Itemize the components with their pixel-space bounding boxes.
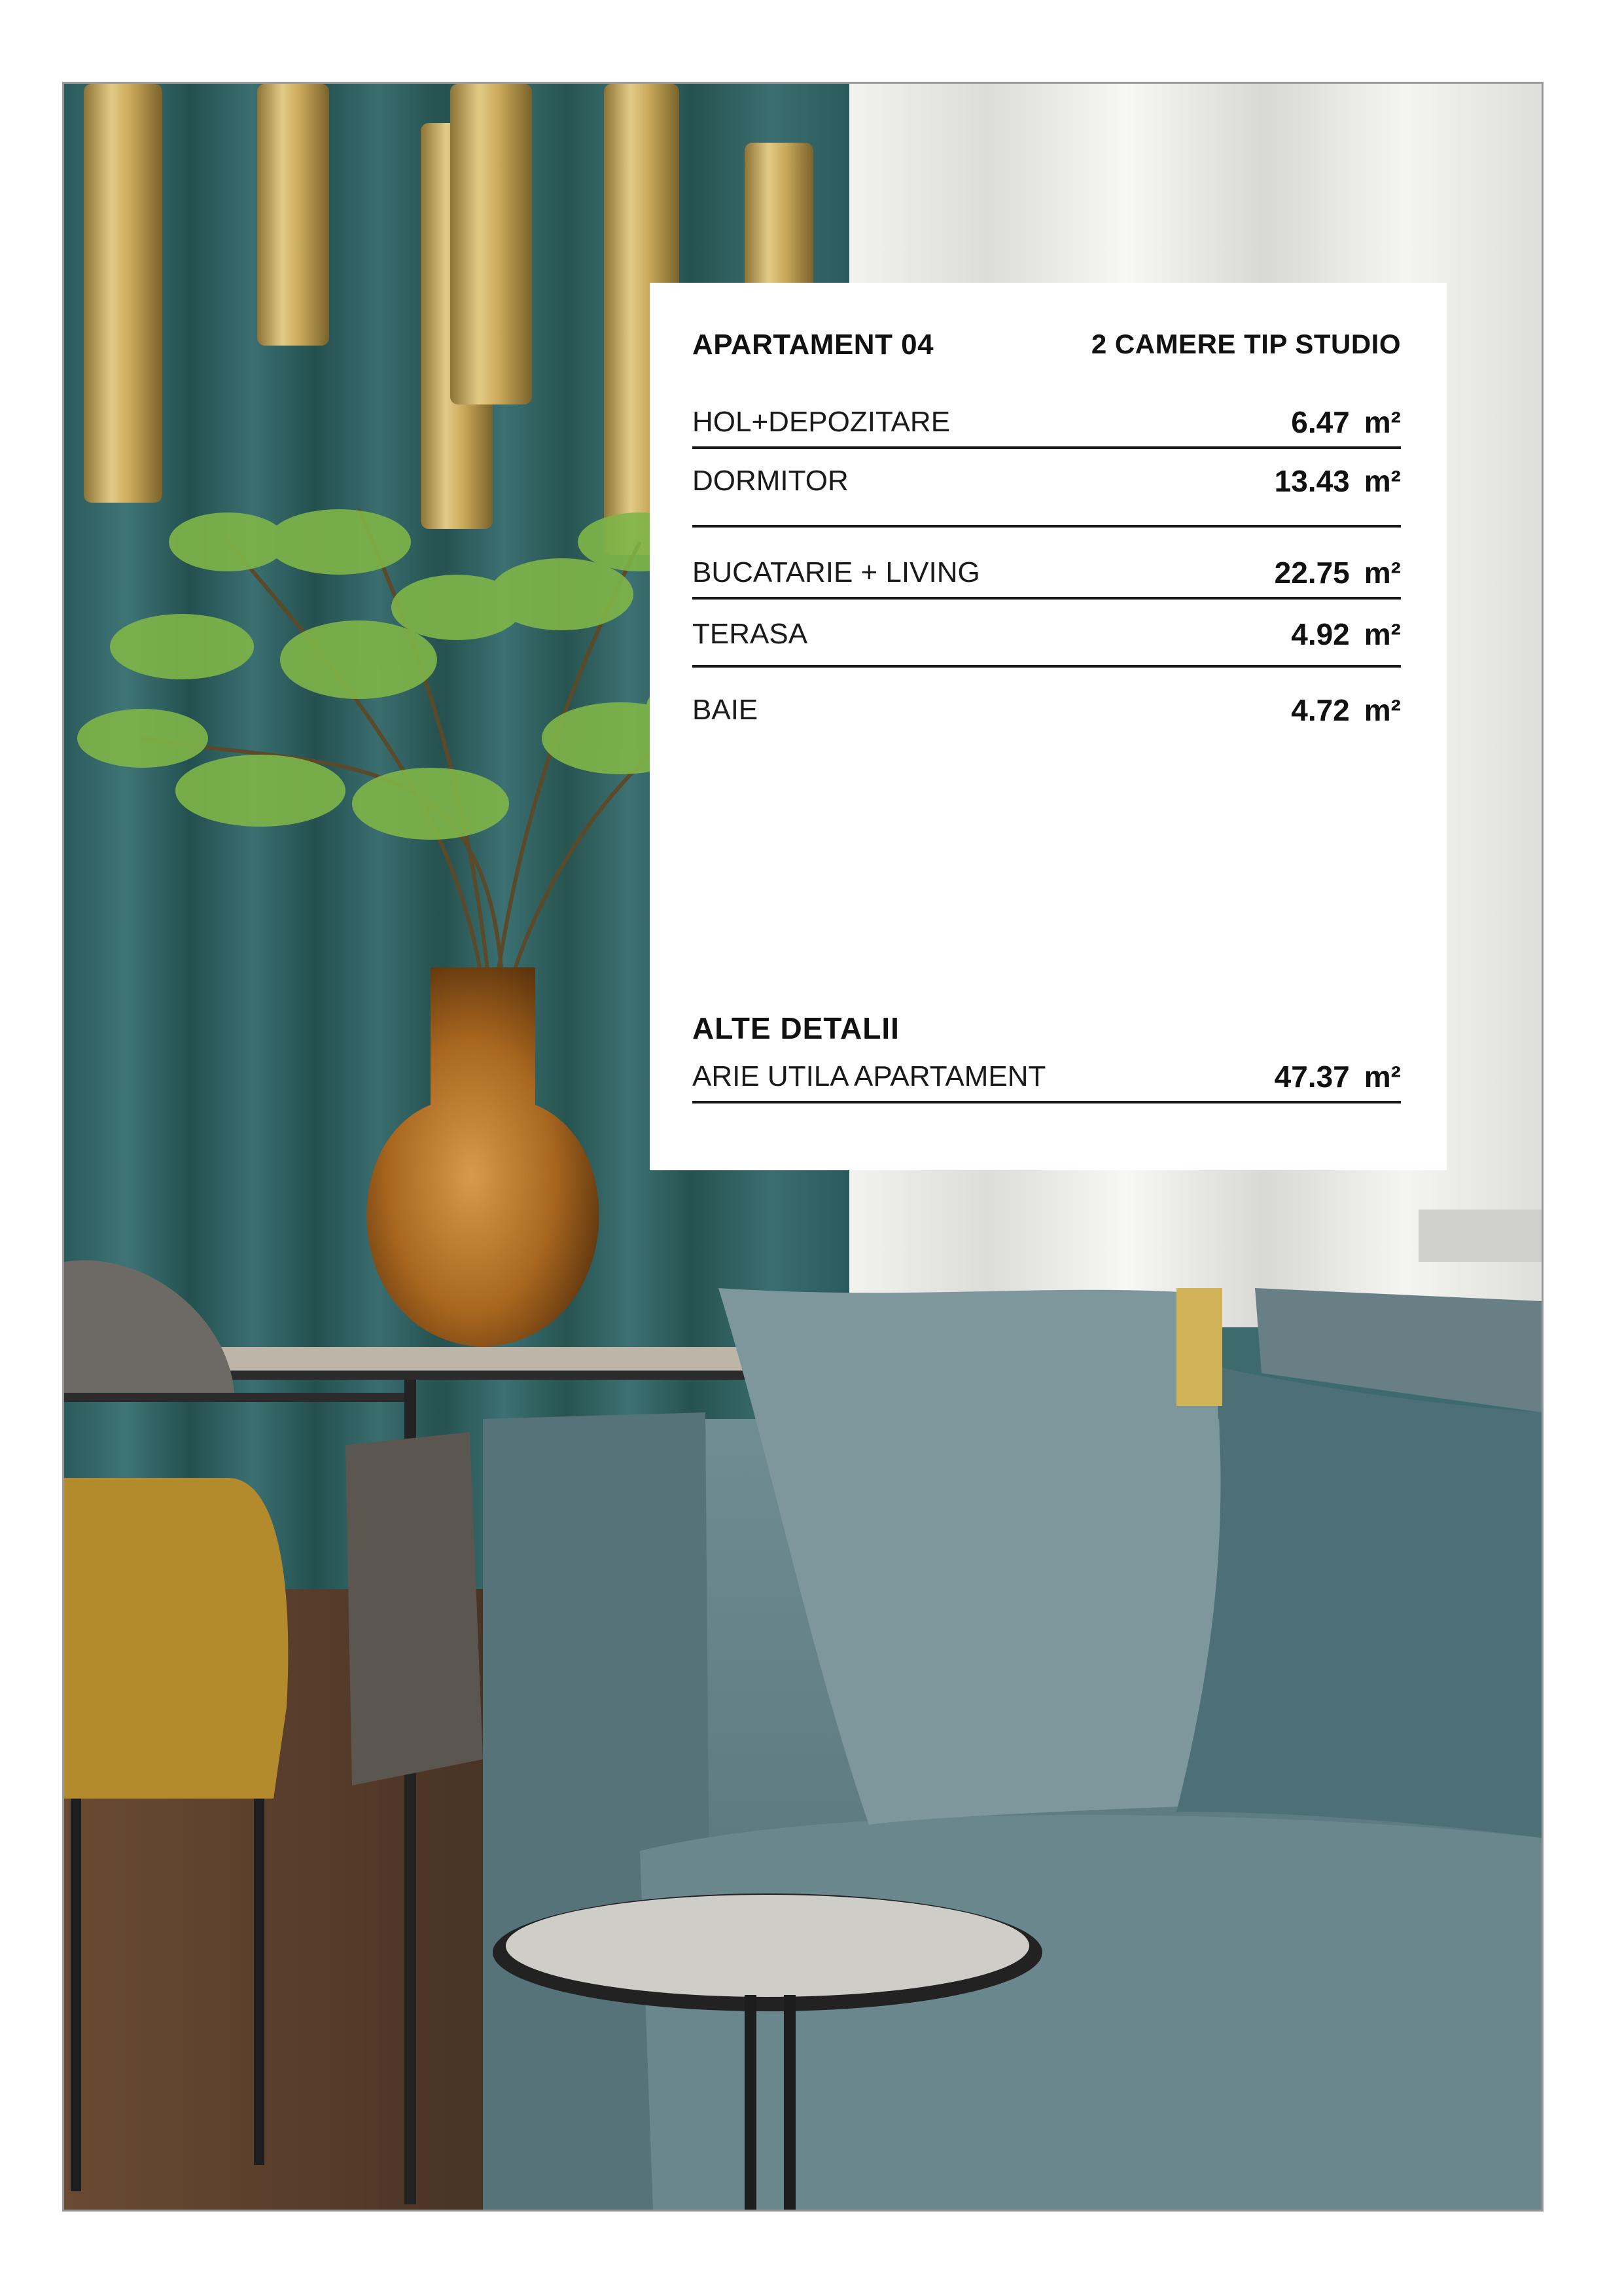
detail-row bbox=[692, 1062, 1401, 1103]
apartment-info-card bbox=[650, 283, 1447, 1170]
room-row bbox=[692, 551, 1401, 600]
room-row bbox=[692, 407, 1401, 449]
room-row bbox=[692, 617, 1401, 668]
room-area: 4.92 m² bbox=[1291, 617, 1401, 651]
apartment-title: APARTAMENT 04 bbox=[692, 329, 934, 361]
apartment-type: 2 CAMERE TIP STUDIO bbox=[1091, 329, 1401, 359]
room-label: TERASA bbox=[692, 618, 808, 650]
room-label: DORMITOR bbox=[692, 465, 849, 497]
detail-area: 47.37 m² bbox=[1274, 1060, 1401, 1094]
details-title: ALTE DETALII bbox=[692, 1011, 900, 1045]
detail-label: ARIE UTILA APARTAMENT bbox=[692, 1060, 1046, 1092]
room-area: 13.43 m² bbox=[1274, 464, 1401, 498]
room-label: HOL+DEPOZITARE bbox=[692, 406, 951, 438]
room-area: 22.75 m² bbox=[1274, 556, 1401, 590]
room-label: BAIE bbox=[692, 694, 758, 726]
room-label: BUCATARIE + LIVING bbox=[692, 556, 980, 588]
room-row bbox=[692, 695, 1401, 734]
room-area: 4.72 m² bbox=[1291, 693, 1401, 727]
room-row bbox=[692, 466, 1401, 528]
room-area: 6.47 m² bbox=[1291, 405, 1401, 439]
